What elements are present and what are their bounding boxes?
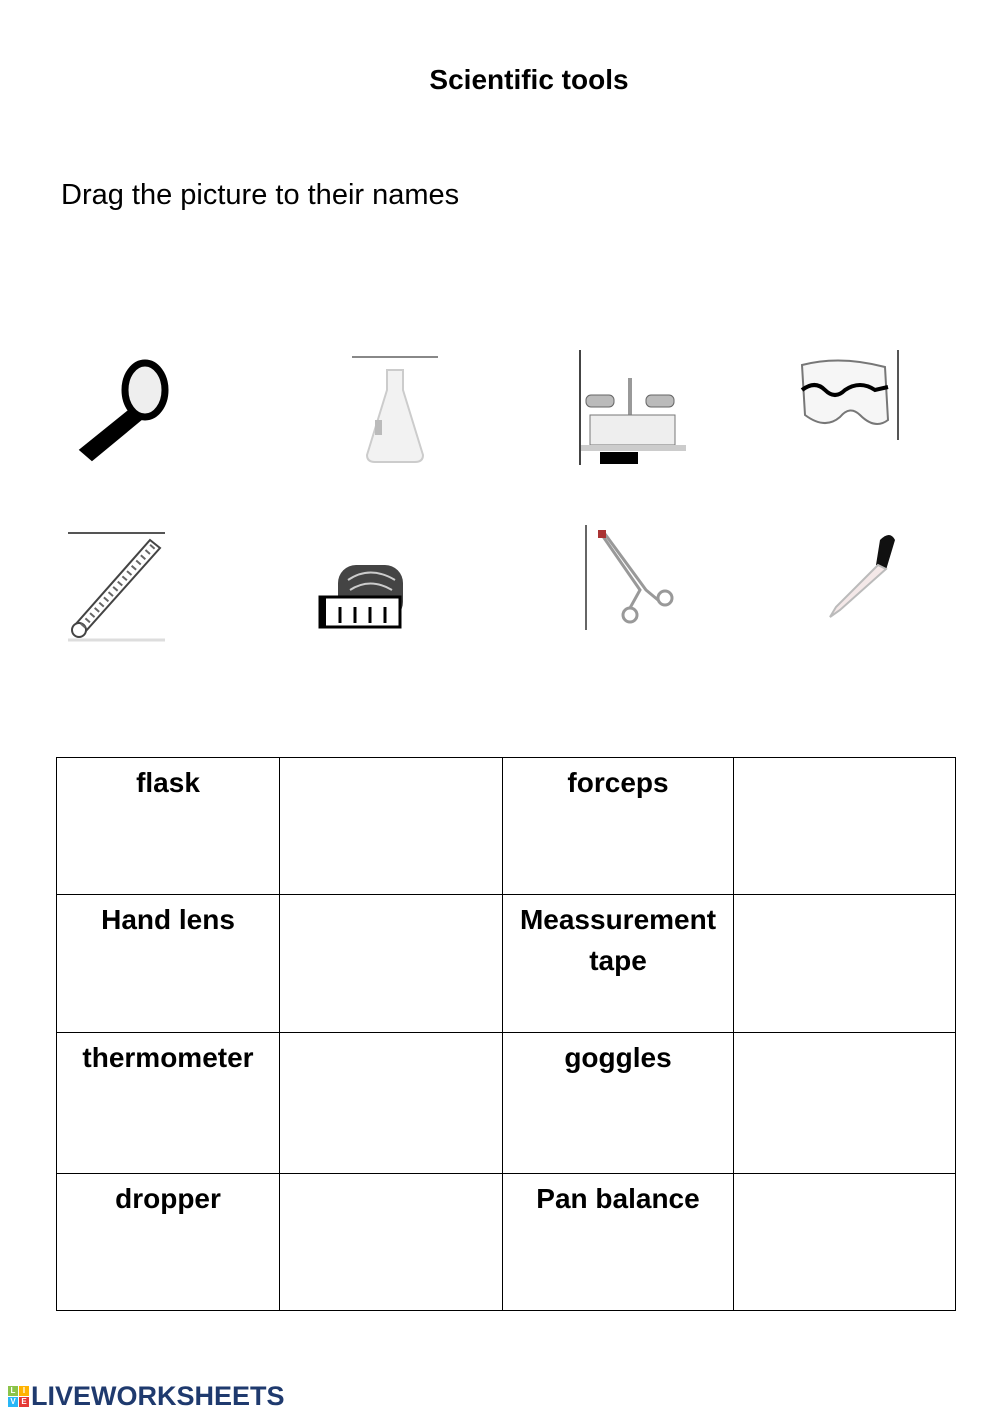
drop-zone[interactable]: [280, 1033, 503, 1174]
draggable-goggles[interactable]: [790, 345, 910, 465]
logo-text: LIVEWORKSHEETS: [31, 1381, 285, 1411]
label-cell: Meassurement tape: [503, 895, 734, 1033]
logo-tiles-icon: L I V E: [8, 1386, 29, 1407]
thermometer-icon: [65, 530, 185, 650]
pan-balance-icon: [578, 350, 698, 470]
draggable-forceps[interactable]: [580, 520, 700, 640]
measurement-tape-icon: [310, 545, 430, 665]
draggable-dropper[interactable]: [810, 525, 930, 645]
draggable-thermometer[interactable]: [65, 530, 185, 650]
label-cell: dropper: [57, 1174, 280, 1311]
draggable-hand-lens[interactable]: [70, 350, 190, 470]
drop-zone[interactable]: [280, 895, 503, 1033]
matching-table: [56, 757, 956, 1311]
label-cell: goggles: [503, 1033, 734, 1174]
drop-zone[interactable]: [280, 758, 503, 895]
label-cell: forceps: [503, 758, 734, 895]
goggles-icon: [790, 345, 910, 465]
liveworksheets-logo: [8, 1381, 285, 1412]
drop-zone[interactable]: [734, 1033, 956, 1174]
dropper-icon: [810, 525, 930, 645]
table-row: [57, 758, 956, 895]
drop-zone[interactable]: [734, 1174, 956, 1311]
label-cell: flask: [57, 758, 280, 895]
table-row: [57, 1174, 956, 1311]
label-cell: Pan balance: [503, 1174, 734, 1311]
table-row: [57, 895, 956, 1033]
draggable-flask[interactable]: [335, 350, 455, 470]
flask-icon: [335, 350, 455, 470]
drop-zone[interactable]: [280, 1174, 503, 1311]
hand-lens-icon: [70, 350, 190, 470]
label-cell: Hand lens: [57, 895, 280, 1033]
draggable-measurement-tape[interactable]: [310, 545, 430, 665]
drop-zone[interactable]: [734, 895, 956, 1033]
worksheet-title: Scientific tools: [429, 64, 629, 95]
table-row: [57, 1033, 956, 1174]
drop-zone[interactable]: [734, 758, 956, 895]
label-cell: thermometer: [57, 1033, 280, 1174]
instruction-text: Drag the picture to their names: [61, 179, 460, 211]
forceps-icon: [580, 520, 700, 640]
draggable-pan-balance[interactable]: [578, 350, 698, 470]
